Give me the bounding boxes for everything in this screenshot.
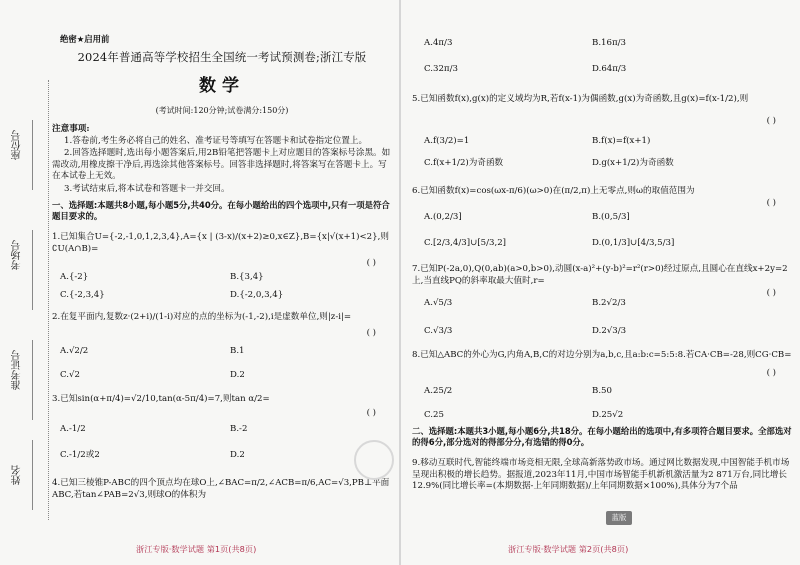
q7-option-c: C.√3/3 bbox=[424, 326, 453, 336]
question-4: 4.已知三棱锥P-ABC的四个顶点均在球O上,∠BAC=π/2,∠ACB=π/6,AC=√3,PB⊥平面ABC,若tan∠PAB=2√3,则球O的体积为 bbox=[52, 478, 390, 500]
q6-option-d: D.(0,1/3]∪[4/3,5/3] bbox=[592, 238, 675, 248]
q3-option-a: A.-1/2 bbox=[60, 424, 86, 434]
q3-option-b: B.-2 bbox=[230, 424, 248, 434]
q1-option-c: C.{-2,3,4} bbox=[60, 290, 105, 300]
q4-option-d: D.64π/3 bbox=[592, 64, 627, 74]
q2-option-d: D.2 bbox=[230, 370, 245, 380]
q4-option-c: C.32π/3 bbox=[424, 64, 458, 74]
note-2: 2.回答选择题时,选出每小题答案后,用2B铅笔把答题卡上对应题目的答案标号涂黑。如需改动,用橡皮擦干净后,再选涂其他答案标号。回答非选择题时,将答案写在答题卡上。写在本试卷上无效。 bbox=[52, 148, 391, 182]
left-page bbox=[52, 0, 392, 565]
question-2: 2.在复平面内,复数z·(2+i)/(1-i)对应的点的坐标为(-1,-2),i是虚数单位,则|z-i|= bbox=[52, 312, 352, 322]
q8-option-a: A.25/2 bbox=[424, 386, 453, 396]
q3-answer-paren: ( ) bbox=[366, 408, 376, 418]
left-footer: 浙江专版·数学试题 第1页(共8页) bbox=[136, 544, 257, 554]
seat-number-line bbox=[32, 120, 33, 190]
question-7: 7.已知P(-2a,0),Q(0,ab)(a>0,b>0),动圆(x-a)²+(y-b)²=r²(r>0)经过原点,且圆心在直线x+2y=2上,当直线PQ的斜率取最大值时,r= bbox=[412, 264, 788, 286]
q8-option-b: B.50 bbox=[592, 386, 612, 396]
exam-info: (考试时间:120分钟;试卷满分:150分) bbox=[155, 106, 289, 115]
q8-answer-paren: ( ) bbox=[766, 368, 776, 378]
q2-option-b: B.1 bbox=[230, 346, 245, 356]
subject-title: 数学 bbox=[199, 76, 245, 96]
room-number-line bbox=[32, 230, 33, 310]
q1-option-a: A.{-2} bbox=[60, 272, 89, 282]
question-3: 3.已知sin(α+π/4)=√2/10,tan(α-5π/4)=7,则tan α/2= bbox=[52, 394, 270, 404]
q6-option-b: B.(0,5/3] bbox=[592, 212, 630, 222]
q7-answer-paren: ( ) bbox=[766, 288, 776, 298]
section-1-heading: 一、选择题:本题共8小题,每小题5分,共40分。在每小题给出的四个选项中,只有一项是符合题目要求的。 bbox=[52, 200, 390, 222]
q2-answer-paren: ( ) bbox=[366, 328, 376, 338]
q4-option-a: A.4π/3 bbox=[424, 38, 453, 48]
right-footer: 浙江专版·数学试题 第2页(共8页) bbox=[508, 544, 629, 554]
q6-option-a: A.(0,2/3] bbox=[424, 212, 462, 222]
confidential-tag: 绝密★启用前 bbox=[60, 34, 110, 44]
q1-answer-paren: ( ) bbox=[366, 258, 376, 268]
q1-option-d: D.{-2,0,3,4} bbox=[230, 290, 284, 300]
notes-heading: 注意事项: bbox=[52, 124, 90, 134]
question-1: 1.已知集合U={-2,-1,0,1,2,3,4},A={x | (3-x)/(x+2)≥0,x∈Z},B={x|√(x+1)<2},则∁U(A∩B)= bbox=[52, 232, 389, 254]
q8-option-c: C.25 bbox=[424, 410, 444, 420]
q7-option-d: D.2√3/3 bbox=[592, 326, 627, 336]
watermark-stamp bbox=[354, 440, 394, 480]
question-6: 6.已知函数f(x)=cos(ωx-π/6)(ω>0)在(π/2,π)上无零点,则ω的取值范围为 bbox=[412, 186, 695, 196]
room-number-label: 考场号 bbox=[12, 240, 23, 270]
note-1: 1.答卷前,考生务必将自己的姓名、准考证号等填写在答题卡和试卷指定位置上。 bbox=[64, 136, 368, 146]
admission-number-label: 准考证号 bbox=[12, 350, 23, 390]
q5-option-c: C.f(x+1/2)为奇函数 bbox=[424, 158, 504, 168]
q3-option-d: D.2 bbox=[230, 450, 245, 460]
name-line bbox=[32, 440, 33, 510]
q7-option-a: A.√5/3 bbox=[424, 298, 453, 308]
question-9: 9.移动互联时代,智能终端市场竞相无限,全球高新落势政市场。通过网比数据发现,中国智能手机市场呈现出积极的增长趋势。据报道,2023年11月,中国市场智能手机新机激活量为2 871万台,同比增长12.9%(同比增长率=(本期数据-上年同期数据)/上年同期数据×100%),具体分为7个品 bbox=[412, 458, 790, 492]
question-8: 8.已知△ABC的外心为G,内角A,B,C的对边分别为a,b,c,且a:b:c=5:5:8.若CA·CB=-28,则CG·CB= bbox=[412, 350, 792, 360]
q5-option-a: A.f(3/2)=1 bbox=[424, 136, 470, 146]
q5-option-d: D.g(x+1/2)为奇函数 bbox=[592, 158, 674, 168]
name-label: 姓名 bbox=[12, 465, 23, 485]
q8-option-d: D.25√2 bbox=[592, 410, 624, 420]
binding-strip bbox=[4, 80, 49, 520]
question-5: 5.已知函数f(x),g(x)的定义域均为R,若f(x-1)为偶函数,g(x)为奇函数,且g(x)=f(x-1/2),则 bbox=[412, 94, 749, 104]
right-page bbox=[412, 0, 792, 565]
q5-answer-paren: ( ) bbox=[766, 116, 776, 126]
edition-badge: 蓝版 bbox=[606, 511, 632, 525]
q2-option-a: A.√2/2 bbox=[60, 346, 89, 356]
admission-number-line bbox=[32, 340, 33, 420]
q2-option-c: C.√2 bbox=[60, 370, 80, 380]
q3-option-c: C.-1/2或2 bbox=[60, 450, 100, 460]
q1-option-b: B.{3,4} bbox=[230, 272, 264, 282]
section-2-heading: 二、选择题:本题共3小题,每小题6分,共18分。在每小题给出的选项中,有多项符合题目要求。全部选对的得6分,部分选对的得部分分,有选错的得0分。 bbox=[412, 426, 792, 448]
q4-option-b: B.16π/3 bbox=[592, 38, 626, 48]
exam-title: 2024年普通高等学校招生全国统一考试预测卷;浙江专版 bbox=[77, 50, 367, 64]
q6-answer-paren: ( ) bbox=[766, 198, 776, 208]
q6-option-c: C.[2/3,4/3]∪[5/3,2] bbox=[424, 238, 507, 248]
seat-number-label: 座位号 bbox=[12, 130, 23, 160]
note-3: 3.考试结束后,将本试卷和答题卡一并交回。 bbox=[64, 184, 230, 194]
q5-option-b: B.f(x)=f(x+1) bbox=[592, 136, 651, 146]
q7-option-b: B.2√2/3 bbox=[592, 298, 626, 308]
